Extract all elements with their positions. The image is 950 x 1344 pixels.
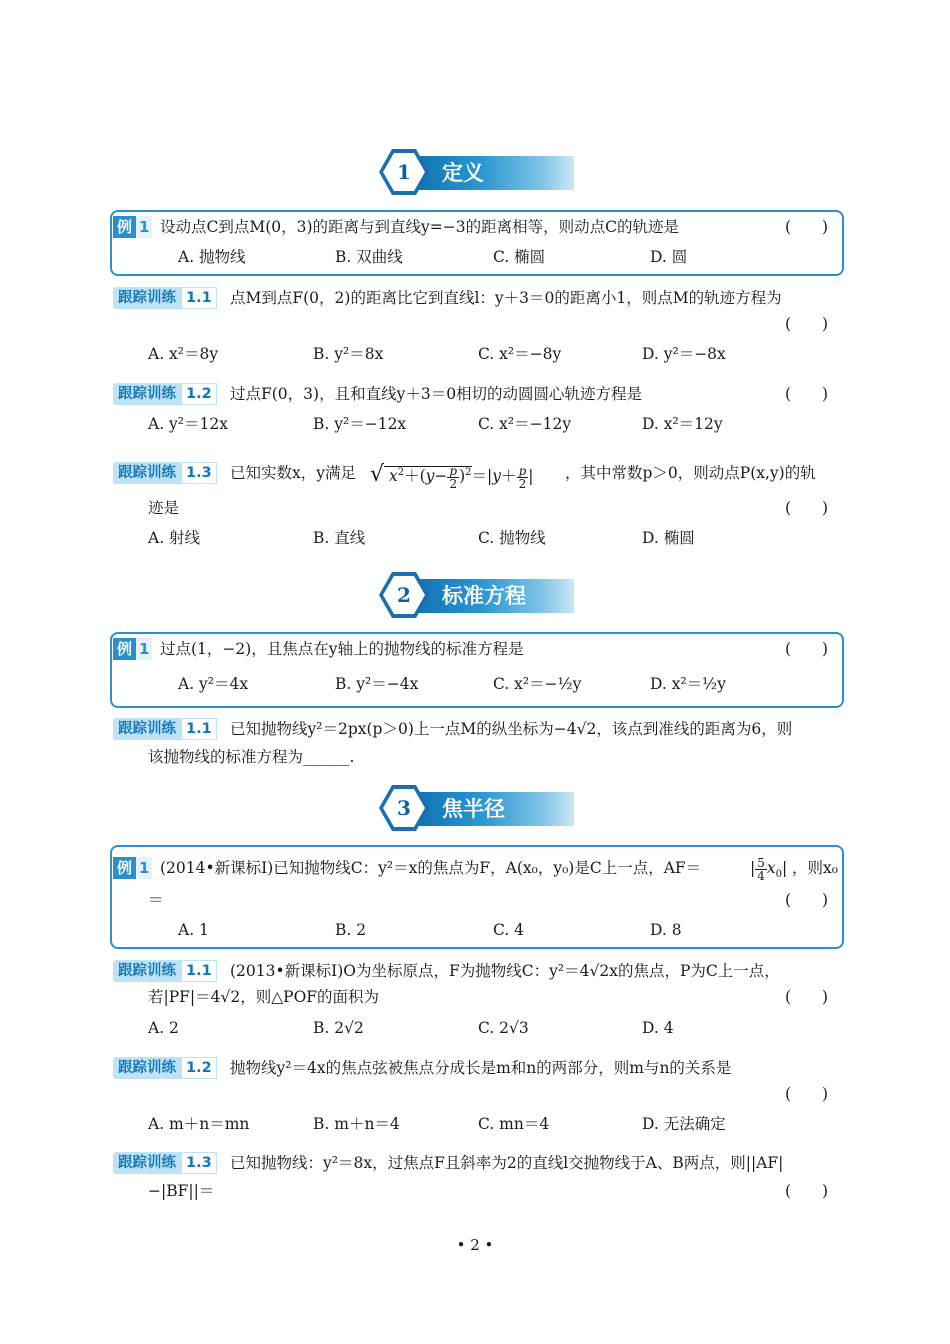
- option-c: C. 抛物线: [478, 529, 546, 547]
- question-stem: (2013•新课标Ⅰ)O为坐标原点，F为抛物线C：y²＝4√2x的焦点，P为C上一点，: [230, 962, 780, 980]
- section-header-2: [378, 576, 578, 626]
- option-a: A. 射线: [148, 529, 201, 547]
- question-stem-cont: −|BF||＝: [148, 1182, 215, 1200]
- option-c: C. 4: [493, 921, 525, 939]
- option-d: D. 无法确定: [642, 1115, 726, 1133]
- answer-blank: ( ): [785, 1182, 829, 1200]
- option-d: D. x²＝½y: [650, 675, 726, 693]
- track-label: 跟踪训练 1.3: [113, 1152, 217, 1174]
- answer-blank: ( ): [785, 891, 829, 909]
- page-number: • 2 •: [456, 1236, 494, 1254]
- option-c: C. mn＝4: [478, 1115, 550, 1133]
- option-b: B. m＋n＝4: [313, 1115, 400, 1133]
- option-b: B. 直线: [313, 529, 366, 547]
- section-header-3: [378, 789, 578, 839]
- option-a: A. y²＝4x: [178, 675, 249, 693]
- question-stem: 已知实数x，y满足: [230, 464, 356, 482]
- option-c: C. x²＝−8y: [478, 345, 562, 363]
- section-number: 2: [397, 583, 411, 607]
- section-title: 定义: [442, 161, 484, 185]
- question-stem: (2014•新课标Ⅰ)已知抛物线C：y²＝x的焦点为F，A(x₀，y₀)是C上一点，AF＝: [160, 859, 702, 877]
- track-label: 跟踪训练 1.2: [113, 1057, 217, 1079]
- answer-blank: ( ): [785, 218, 829, 236]
- answer-blank: ( ): [785, 640, 829, 658]
- answer-blank: ( ): [785, 988, 829, 1006]
- option-c: C. 椭圆: [493, 248, 546, 266]
- question-stem: 点M到点F(0，2)的距离比它到直线l：y＋3＝0的距离小1，则点M的轨迹方程为: [230, 289, 782, 307]
- track-label: 跟踪训练 1.1: [113, 287, 217, 309]
- equation: | $\frac{5}{4}$ $x_0|$: [750, 855, 788, 883]
- track-label: 跟踪训练 1.3: [113, 462, 217, 484]
- question-stem: 抛物线y²＝4x的焦点弦被焦点分成长是m和n的两部分，则m与n的关系是: [230, 1059, 732, 1077]
- question-stem: 已知抛物线：y²＝8x，过焦点F且斜率为2的直线l交抛物线于A、B两点，则||AF|: [230, 1154, 784, 1172]
- question-stem-cont: 迹是: [148, 499, 180, 517]
- option-b: B. y²＝8x: [313, 345, 384, 363]
- option-d: D. y²＝−8x: [642, 345, 726, 363]
- equation: √ $x^2+(y-$ $\frac{p}{2}$ )$^2$＝|y＋ $\frac{p}{2}$ |: [370, 462, 534, 491]
- section-number: 3: [397, 796, 411, 820]
- option-a: A. 抛物线: [178, 248, 246, 266]
- question-stem: 过点(1，−2)，且焦点在y轴上的抛物线的标准方程是: [160, 640, 524, 658]
- answer-blank: ( ): [785, 499, 829, 517]
- section-header-1: [378, 153, 578, 203]
- question-stem: 过点F(0，3)，且和直线y＋3＝0相切的动圆圆心轨迹方程是: [230, 385, 643, 403]
- option-a: A. y²＝12x: [148, 415, 228, 433]
- option-b: B. y²＝−12x: [313, 415, 407, 433]
- option-a: A. 1: [178, 921, 209, 939]
- answer-blank: ( ): [785, 385, 829, 403]
- option-b: B. y²＝−4x: [335, 675, 419, 693]
- question-stem-cont: ＝: [148, 891, 164, 909]
- option-d: D. x²＝12y: [642, 415, 723, 433]
- section-number: 1: [397, 160, 411, 184]
- question-stem: 已知抛物线y²＝2px(p＞0)上一点M的纵坐标为−4√2，该点到准线的距离为6，则: [230, 720, 793, 738]
- option-a: A. 2: [148, 1019, 179, 1037]
- option-d: D. 8: [650, 921, 682, 939]
- option-c: C. x²＝−½y: [493, 675, 582, 693]
- answer-blank: ( ): [785, 315, 829, 333]
- option-b: B. 2√2: [313, 1019, 364, 1037]
- option-d: D. 4: [642, 1019, 674, 1037]
- option-d: D. 圆: [650, 248, 688, 266]
- option-a: A. x²＝8y: [148, 345, 219, 363]
- track-label: 跟踪训练 1.1: [113, 718, 217, 740]
- example-label: 例 1: [113, 638, 152, 660]
- track-label: 跟踪训练 1.1: [113, 960, 217, 982]
- option-d: D. 椭圆: [642, 529, 695, 547]
- option-c: C. x²＝−12y: [478, 415, 572, 433]
- question-stem-cont: ，其中常数p＞0，则动点P(x,y)的轨: [565, 464, 816, 482]
- question-stem-cont: 若|PF|＝4√2，则△POF的面积为: [148, 988, 380, 1006]
- example-label: 例 1: [113, 216, 152, 238]
- question-stem-cont: 该抛物线的标准方程为______.: [148, 748, 355, 766]
- track-label: 跟踪训练 1.2: [113, 383, 217, 405]
- section-title: 焦半径: [442, 797, 505, 821]
- option-a: A. m＋n＝mn: [148, 1115, 250, 1133]
- option-b: B. 双曲线: [335, 248, 403, 266]
- option-c: C. 2√3: [478, 1019, 529, 1037]
- example-label: 例 1: [113, 857, 152, 879]
- question-stem-cont: ，则x₀: [792, 859, 838, 877]
- question-stem: 设动点C到点M(0，3)的距离与到直线y=−3的距离相等，则动点C的轨迹是: [160, 218, 680, 236]
- section-title: 标准方程: [442, 584, 526, 608]
- option-b: B. 2: [335, 921, 367, 939]
- answer-blank: ( ): [785, 1085, 829, 1103]
